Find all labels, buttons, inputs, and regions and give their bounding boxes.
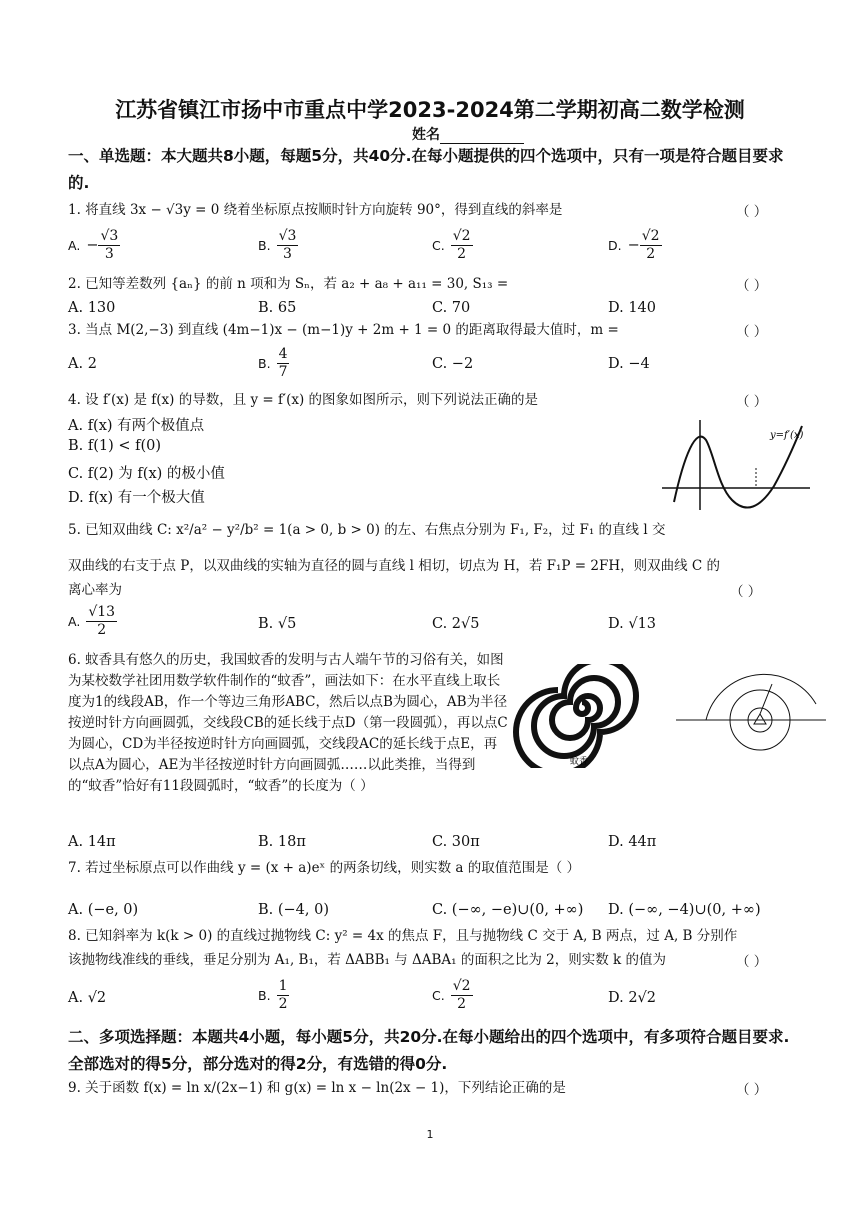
question-3-answer-paren: （ ）: [736, 324, 768, 340]
frac-den: 3: [104, 246, 114, 262]
graph-curve-label: y=f′(x): [770, 430, 804, 441]
question-6-option-a: A. 14π: [68, 834, 116, 850]
frac-num: √2: [641, 228, 660, 244]
question-6-body: 6. 蚊香具有悠久的历史，我国蚊香的发明与古人端午节的习俗有关，如图为某校数学社团用数学软件制作的“蚊香”，画法如下：在水平直线上取长度为1的线段AB，作一个等边三角形ABC，然后以点B为圆心，AB为半径按逆时针方向画圆弧，交线段CB的延长线于点D（第一段圆弧），再以点C为圆心，CD为半径按逆时针方向画圆弧，交线段AC的延长线于点E，再以点A为圆心，AE为半径按逆时针方向画圆弧……以此类推，当得到的“蚊香”恰好有11段圆弧时，“蚊香”的长度为（ ）: [68, 652, 508, 794]
question-1-option-a: A. − $\frac{√3}{3}$: [68, 228, 119, 262]
question-2-text: 2. 已知等差数列 {aₙ} 的前 n 项和为 Sₙ，若 a₂ + a₈ + a₁₁ = 30, S₁₃ =: [68, 276, 509, 292]
name-blank-line[interactable]: [440, 129, 524, 144]
question-8-answer-paren: （ ）: [736, 954, 768, 970]
question-5-option-c: C. 2√5: [432, 616, 480, 632]
question-9-answer-paren: （ ）: [736, 1082, 768, 1098]
question-3-option-a: A. 2: [68, 356, 97, 372]
frac-num: √2: [452, 228, 471, 244]
construction-triangle: [754, 714, 766, 724]
question-2-option-a: A. 130: [68, 300, 116, 316]
question-5-line-1: 5. 已知双曲线 C: x²/a² − y²/b² = 1(a > 0, b > 0) 的左、右焦点分别为 F₁, F₂，过 F₁ 的直线 l 交: [68, 522, 666, 538]
construction-arc-3: [706, 674, 816, 720]
exam-title: 江苏省镇江市扬中市重点中学2023-2024第二学期初高二数学检测: [115, 98, 745, 122]
section-1-heading: 一、单选题：本大题共8小题，每题5分，共40分.在每小题提供的四个选项中，只有一项是符合题目要求的.: [68, 147, 784, 192]
question-9-text: 9. 关于函数 f(x) = ln x/(2x−1) 和 g(x) = ln x − ln(2x − 1)，下列结论正确的是: [68, 1080, 566, 1096]
frac-den: 2: [646, 246, 656, 262]
question-3-option-d: D. −4: [608, 356, 650, 372]
question-7-option-b: B. (−4, 0): [258, 902, 330, 918]
question-8-option-d: D. 2√2: [608, 990, 657, 1006]
arc-construction-figure: [676, 664, 826, 764]
question-1-text: 1. 将直线 3x − √3y = 0 绕着坐标原点按顺时针方向旋转 90°，得到直线的斜率是: [68, 202, 563, 218]
question-6-text: [68, 650, 508, 797]
frac-num: √3: [278, 228, 297, 244]
question-2-option-b: B. 65: [258, 300, 297, 316]
frac-num: 4: [278, 346, 288, 362]
frac-den: 2: [97, 622, 107, 638]
question-6-option-b: B. 18π: [258, 834, 306, 850]
question-4-text: 4. 设 f′(x) 是 f(x) 的导数，且 y = f′(x) 的图象如图所示，则下列说法正确的是: [68, 392, 539, 408]
section-2-heading: 二、多项选择题：本题共4小题，每小题5分，共20分.在每小题给出的四个选项中，有多项符合题目要求.全部选对的得5分，部分选对的得2分，有选错的得0分.: [68, 1028, 790, 1073]
name-label: 姓名: [412, 127, 440, 143]
frac-den: 2: [457, 246, 467, 262]
question-4-option-b: B. f(1) < f(0): [68, 438, 162, 454]
question-1-option-d: D. − $\frac{√2}{2}$: [608, 228, 660, 262]
frac-den: 7: [278, 364, 288, 380]
question-8-line-1: 8. 已知斜率为 k(k > 0) 的直线过抛物线 C: y² = 4x 的焦点 F，且与抛物线 C 交于 A, B 两点，过 A, B 分别作: [68, 928, 738, 944]
coil-caption: 蚊香: [570, 757, 589, 767]
question-7-option-c: C. (−∞, −e)∪(0, +∞): [432, 902, 584, 918]
question-6-option-d: D. 44π: [608, 834, 657, 850]
question-3-option-c: C. −2: [432, 356, 474, 372]
question-4-answer-paren: （ ）: [736, 394, 768, 410]
frac-num: √3: [100, 228, 119, 244]
question-8-option-b: B. $\frac{1}{2}$: [258, 978, 288, 1012]
frac-den: 3: [283, 246, 292, 262]
question-8-option-c: C. $\frac{√2}{2}$: [432, 978, 471, 1012]
question-5-answer-paren: （ ）: [730, 584, 762, 600]
question-5-option-a: A. $\frac{√13}{2}$: [68, 604, 116, 638]
question-2-option-c: C. 70: [432, 300, 471, 316]
mosquito-coil-figure: [512, 664, 652, 768]
question-2-option-d: D. 140: [608, 300, 657, 316]
question-8-option-a: A. √2: [68, 990, 107, 1006]
name-field[interactable]: [412, 124, 524, 144]
question-4-option-d: D. f(x) 有一个极大值: [68, 490, 205, 506]
question-7-text: 7. 若过坐标原点可以作曲线 y = (x + a)eˣ 的两条切线，则实数 a 的取值范围是（ ）: [68, 860, 580, 876]
question-4-option-a: A. f(x) 有两个极值点: [68, 418, 205, 434]
question-5-option-d: D. √13: [608, 616, 657, 632]
frac-den: 2: [278, 996, 288, 1012]
question-3-text: 3. 当点 M(2,−3) 到直线 (4m−1)x − (m−1)y + 2m + 1 = 0 的距离取得最大值时，m =: [68, 322, 619, 338]
question-3-option-b: B. $\frac{4}{7}$: [258, 346, 288, 380]
frac-num: √13: [88, 604, 116, 620]
question-2-answer-paren: （ ）: [736, 278, 768, 294]
derivative-graph-figure: [660, 416, 820, 514]
page-number: 1: [426, 1128, 434, 1141]
question-7-option-a: A. (−e, 0): [68, 902, 139, 918]
spiral-coil: [516, 664, 636, 768]
frac-den: 2: [457, 996, 467, 1012]
question-5-line-2: 双曲线的右支于点 P，以双曲线的实轴为直径的圆与直线 l 相切，切点为 H，若 F₁P = 2FH，则双曲线 C 的: [68, 558, 721, 574]
frac-num: 1: [278, 978, 288, 994]
question-5-option-b: B. √5: [258, 616, 297, 632]
question-4-option-c: C. f(2) 为 f(x) 的极小值: [68, 466, 225, 482]
frac-num: √2: [452, 978, 471, 994]
question-5-line-3: 离心率为: [68, 582, 122, 598]
question-1-answer-paren: （ ）: [736, 204, 768, 220]
question-7-option-d: D. (−∞, −4)∪(0, +∞): [608, 902, 761, 918]
question-1-option-c: C. $\frac{√2}{2}$: [432, 228, 471, 262]
question-6-option-c: C. 30π: [432, 834, 480, 850]
question-1-option-b: B. $\frac{√3}{3}$: [258, 228, 297, 262]
question-8-line-2: 该抛物线准线的垂线，垂足分别为 A₁, B₁，若 ΔABB₁ 与 ΔABA₁ 的面积之比为 2，则实数 k 的值为: [68, 952, 667, 968]
